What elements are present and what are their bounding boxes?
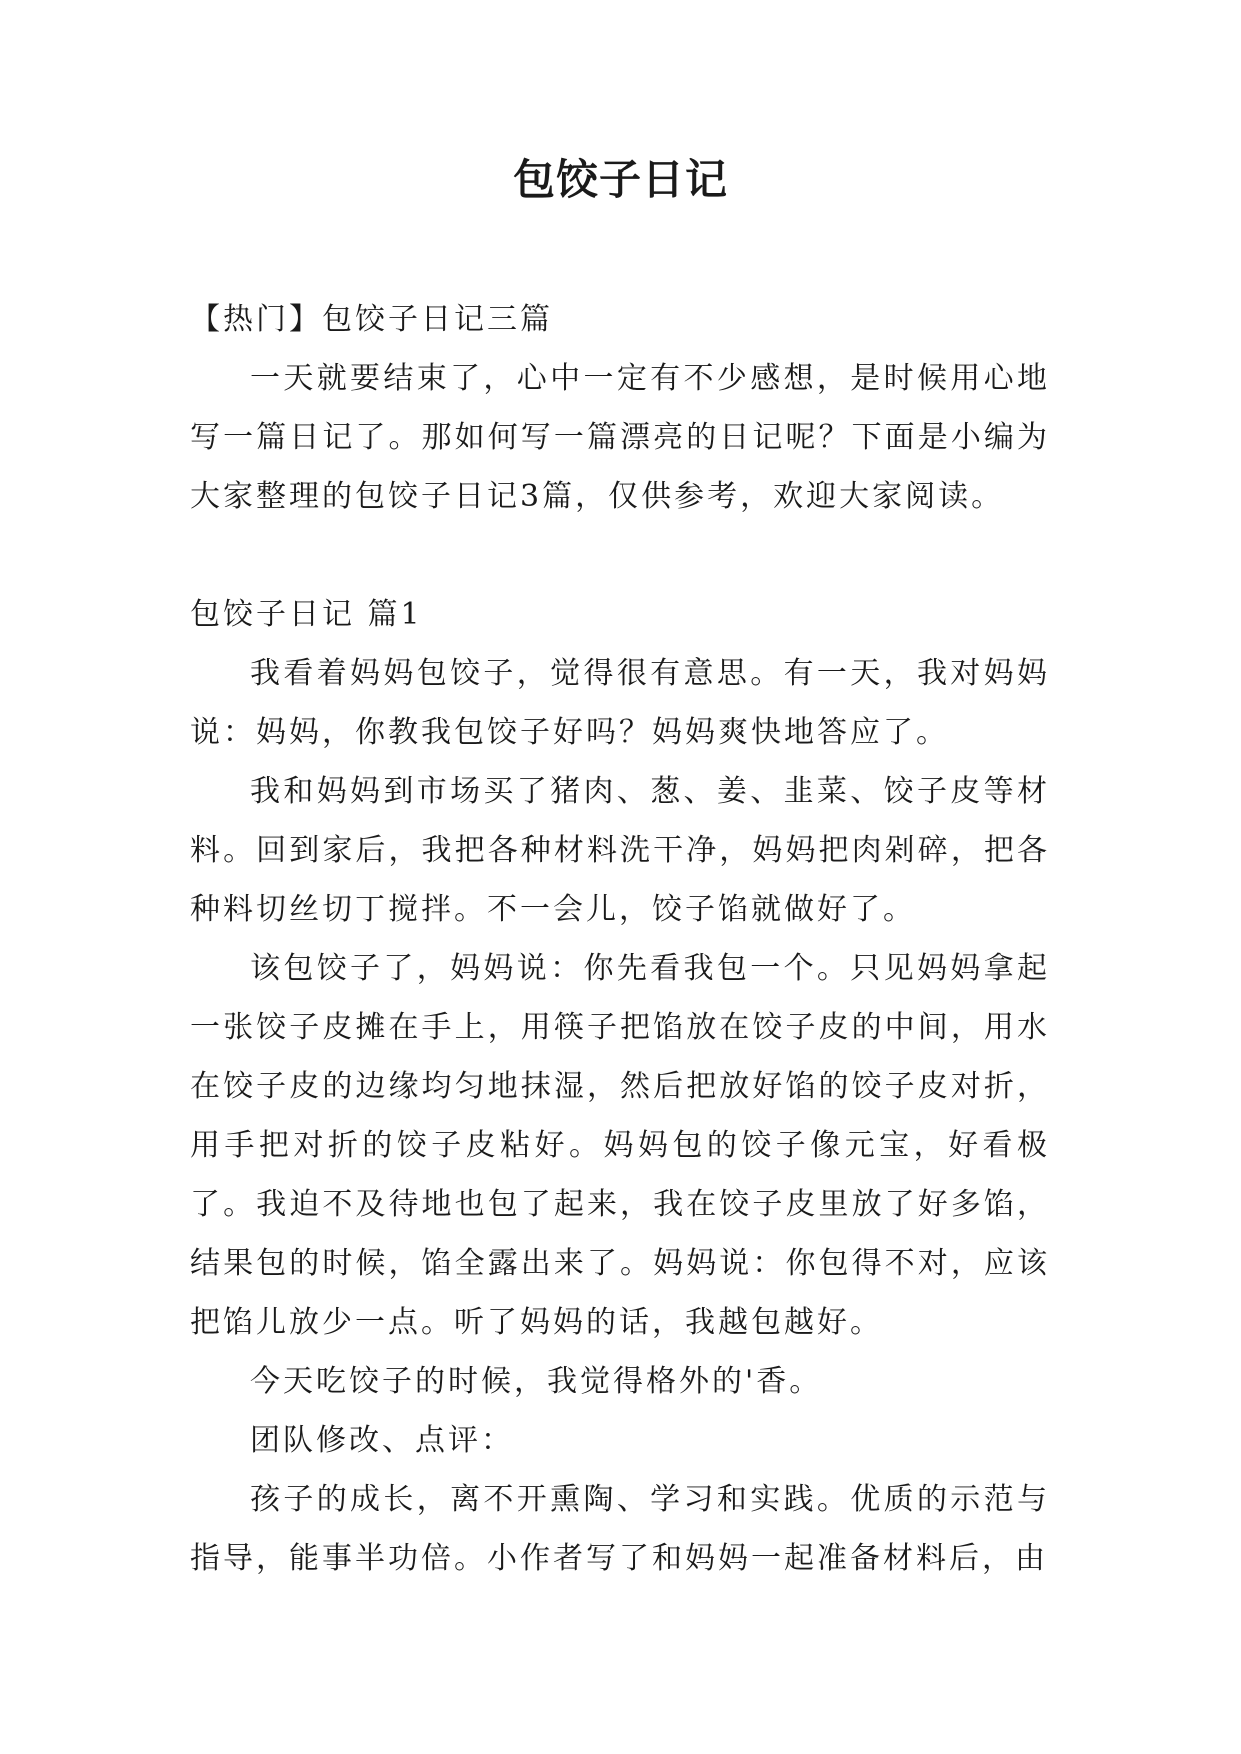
document-subtitle: 【热门】包饺子日记三篇 — [190, 302, 553, 337]
section-heading: 包饺子日记 篇1 — [190, 597, 423, 632]
intro-paragraph: 一天就要结束了，心中一定有不少感想，是时候用心地写一篇日记了。那如何写一篇漂亮的日记呢？下面是小编为大家整理的包饺子日记3篇，仅供参考，欢迎大家阅读。 — [190, 361, 1050, 514]
review-heading: 团队修改、点评： — [250, 1423, 514, 1458]
body-paragraph: 该包饺子了，妈妈说：你先看我包一个。只见妈妈拿起一张饺子皮摊在手上，用筷子把馅放在饺子皮的中间，用水在饺子皮的边缘均匀地抹湿，然后把放好馅的饺子皮对折，用手把对折的饺子皮粘好。妈妈包的饺子像元宝，好看极了。我迫不及待地也包了起来，我在饺子皮里放了好多馅，结果包的时候，馅全露出来了。妈妈说：你包得不对，应该把馅儿放少一点。听了妈妈的话，我越包越好。 — [190, 951, 1050, 1340]
body-paragraph: 今天吃饺子的时候，我觉得格外的'香。 — [250, 1364, 823, 1399]
body-paragraph: 我和妈妈到市场买了猪肉、葱、姜、韭菜、饺子皮等材料。回到家后，我把各种材料洗干净，妈妈把肉剁碎，把各种料切丝切丁搅拌。不一会儿，饺子馅就做好了。 — [190, 774, 1050, 927]
review-paragraph: 孩子的成长，离不开熏陶、学习和实践。优质的示范与指导，能事半功倍。小作者写了和妈妈一起准备材料后，由 — [190, 1482, 1050, 1576]
document-title: 包饺子日记 — [512, 155, 728, 204]
section-spacer — [190, 526, 1050, 585]
document-body — [190, 290, 1050, 1588]
body-paragraph: 我看着妈妈包饺子，觉得很有意思。有一天，我对妈妈说：妈妈，你教我包饺子好吗？妈妈爽快地答应了。 — [190, 656, 1050, 750]
